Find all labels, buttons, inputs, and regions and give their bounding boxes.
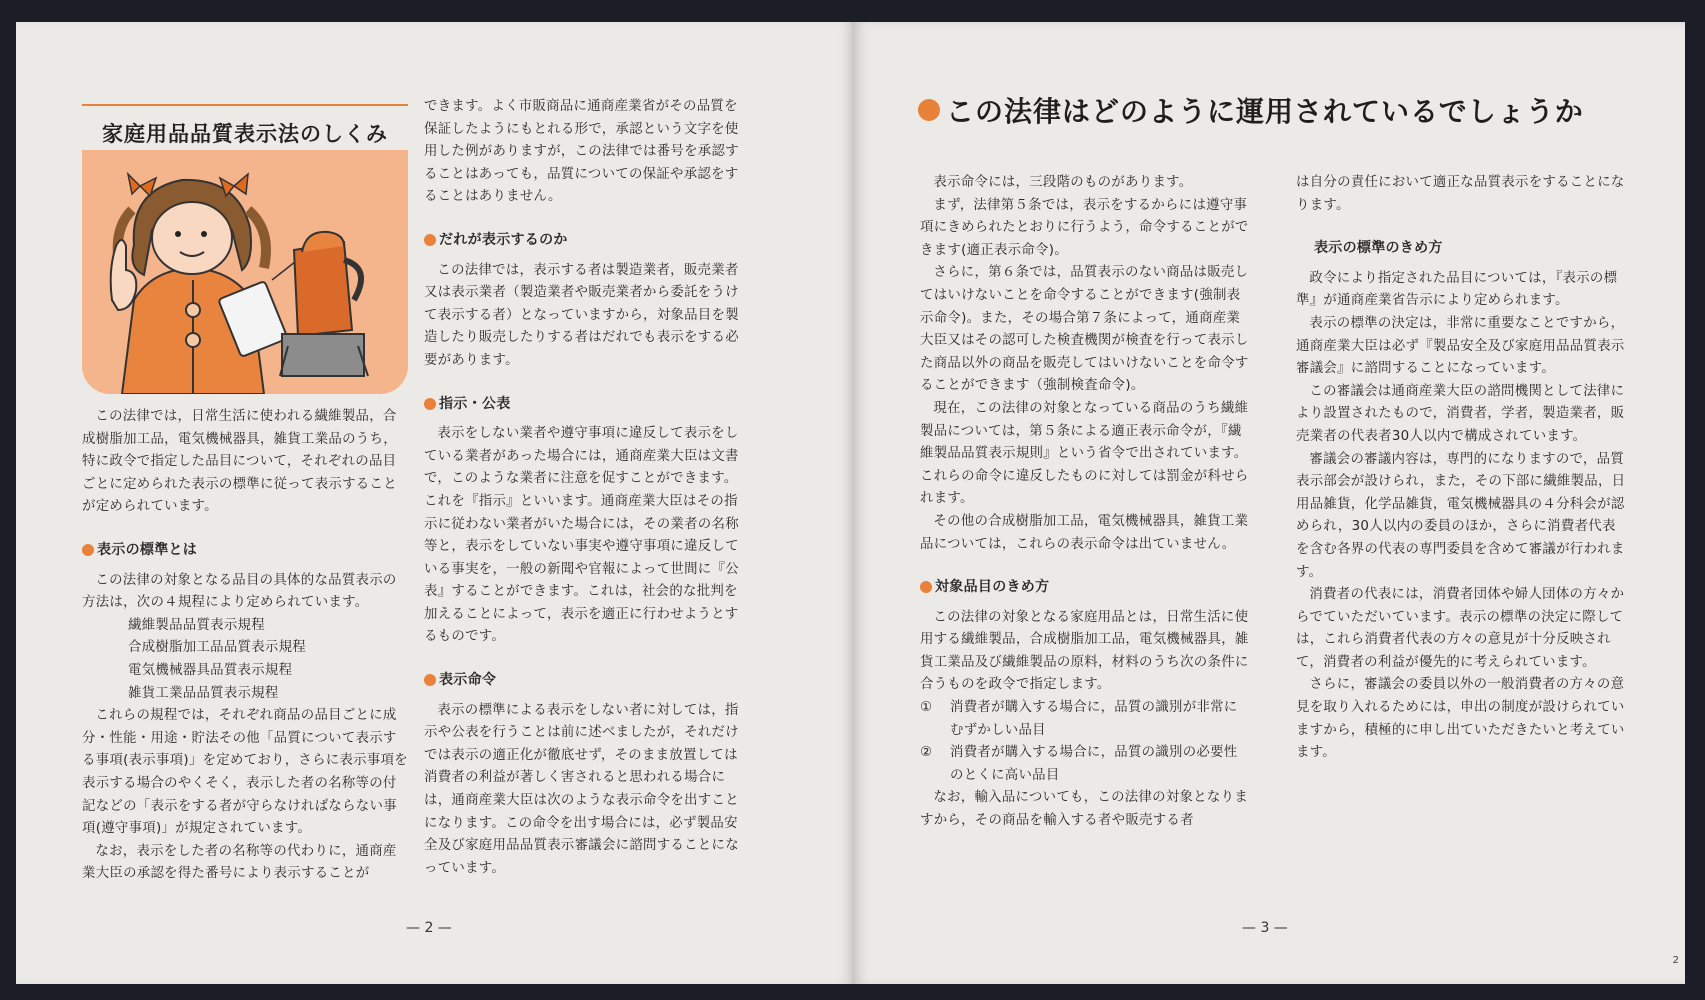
- left-page: [16, 22, 852, 984]
- right-page: [852, 22, 1685, 984]
- girl-illustration-icon: [82, 150, 408, 394]
- orange-bullet-icon: [424, 398, 436, 410]
- left-column-2: [424, 96, 744, 880]
- paragraph: 表示の標準による表示をしない者に対しては，指示や公表を行うことは前に述べましたが，それだけでは表示の適正化が徹底せず，そのまま放置しては消費者の利益が著しく害されると思われる場合には，通商産業大臣は次のような表示命令を出すことになります。この命令を出す場合には，必ず製品安全及び家庭用品品質表示審議会に諮問することになっています。: [424, 702, 739, 876]
- orange-bullet-icon: [424, 674, 436, 686]
- section-heading-text: 表示の標準とは: [97, 541, 198, 558]
- section-heading-standard-selection: [1296, 237, 1626, 260]
- section-heading-text: 表示の標準のきめ方: [1314, 240, 1443, 257]
- item-number: ②: [920, 745, 933, 761]
- paragraph: まず，法律第５条では，表示をするからには遵守事項にきめられたとおりに行うよう，命令することができます(適正表示命令)。: [920, 197, 1249, 258]
- section-heading-item-selection: [920, 576, 1250, 599]
- section-heading-text: だれが表示するのか: [439, 231, 568, 248]
- left-page-title: 家庭用品品質表示法のしくみ: [82, 104, 408, 148]
- list-item: 雑貨工業品品質表示規程: [128, 685, 279, 701]
- right-page-title-text: この法律はどのように運用されているでしょうか: [946, 95, 1584, 128]
- paragraph: なお，表示をした者の名称等の代わりに，通商産業大臣の承認を得た番号により表示することが: [82, 843, 397, 882]
- page-number: — 3 —: [1242, 920, 1288, 936]
- list-item: 繊維製品品質表示規程: [128, 617, 265, 633]
- paragraph: 消費者の代表には，消費者団体や婦人団体の方々からでていただいています。表示の標準の決定に際しては，これら消費者代表の方々の意見が十分反映されて，消費者の利益が優先的に考えられています。: [1296, 587, 1625, 670]
- paragraph: 現在，この法律の対象となっている商品のうち繊維製品については，第５条による適正表示命令が，『繊維製品品質表示規則』という省令で出されています。これらの命令に違反したものに対しては罰金が科せられます。: [920, 400, 1249, 507]
- paragraph: さらに，審議会の委員以外の一般消費者の方々の意見を取り入れるためには，申出の制度が設けられていますから，積極的に申し出ていただきたいと考えています。: [1296, 677, 1625, 761]
- girl-with-tag-illustration: [82, 150, 408, 394]
- section-heading-instruction-publication: [424, 393, 744, 416]
- paragraph: 表示をしない業者や遵守事項に違反して表示をしている業者があった場合には，通商産業大臣は文書で，このような業者に注意を促すことができます。これを『指示』といいます。通商産業大臣はその指示に従わない業者がいた場合には，その業者の名称等と，表示をしていない事実や遵守事項に違反している事実を，一般の新聞や官報によって世間に『公表』することができます。これは，社会的な批判を加えることによって，表示を適正に行わせようとするものです。: [424, 426, 739, 645]
- paragraph: この法律の対象となる家庭用品とは，日常生活に使用する繊維製品，合成樹脂加工品，電気機械器具，雑貨工業品及び繊維製品の原料，材料のうち次の条件に合うものを政令で指定します。: [920, 609, 1249, 693]
- paragraph: この法律では，表示する者は製造業者，販売業者又は表示業者（製造業者や販売業者から委託をうけて表示する者）となっていますから，対象品目を製造したり販売したりする者はだれでも表示をする必要があります。: [424, 262, 739, 368]
- section-heading-text: 対象品目のきめ方: [935, 579, 1050, 596]
- section-heading-text: 指示・公表: [439, 395, 511, 412]
- paragraph: 表示の標準の決定は，非常に重要なことですから，通商産業大臣は必ず『製品安全及び家庭用品品質表示審議会』に諮問することになっています。: [1296, 315, 1625, 377]
- paragraph: この審議会は通商産業大臣の諮問機関として法律により設置されたもので，消費者，学者，製造業者，販売業者の代表者30人以内で構成されています。: [1296, 383, 1625, 444]
- section-heading-display-standard: [82, 539, 408, 562]
- page-number: — 2 —: [406, 920, 452, 936]
- orange-bullet-icon: [918, 99, 940, 121]
- left-column-1: [82, 406, 408, 886]
- paragraph: 政令により指定された品目については，『表示の標準』が通商産業省告示により定められます。: [1296, 270, 1618, 309]
- paragraph: その他の合成樹脂加工品，電気機械器具，雑貨工業品については，これらの表示命令は出ていません。: [920, 513, 1249, 552]
- numbered-item: [920, 742, 1250, 787]
- item-text: 消費者が購入する場合に，品質の識別が非常にむずかしい品目: [950, 700, 1238, 738]
- paragraph: この法律の対象となる品目の具体的な品質表示の方法は，次の４規程により定められています。: [82, 572, 397, 611]
- paragraph: は自分の責任において適正な品質表示をすることになります。: [1296, 175, 1625, 213]
- item-text: 消費者が購入する場合に，品質の識別の必要性のとくに高い品目: [950, 745, 1238, 783]
- list-item: 電気機械器具品質表示規程: [128, 662, 293, 678]
- paragraph: できます。よく市販商品に通商産業省がその品質を保証したようにもとれる形で，承認という文字を使用した例がありますが，この法律では番号を承認することはあっても，品質についての保証や承認をすることはありません。: [424, 99, 739, 205]
- intro-paragraph: この法律では，日常生活に使われる繊維製品，合成樹脂加工品，電気機械器具，雑貨工業品のうち，特に政令で指定した品目について，それぞれの品目ごとに定められた表示の標準に従って表示することが定められています。: [82, 409, 397, 515]
- orange-bullet-icon: [920, 581, 932, 593]
- section-heading-text: 表示命令: [439, 672, 497, 689]
- list-item: 合成樹脂加工品品質表示規程: [128, 640, 306, 656]
- right-page-title: [918, 90, 1584, 130]
- orange-bullet-icon: [424, 234, 436, 246]
- numbered-item: [920, 697, 1250, 742]
- corner-mark: 2: [1672, 955, 1679, 966]
- right-column-1: [920, 172, 1250, 833]
- item-number: ①: [920, 700, 933, 716]
- paragraph: これらの規程では，それぞれ商品の品目ごとに成分・性能・用途・貯法その他「品質について表示する事項(表示事項)」を定めており，さらに表示事項を表示する場合のやくそく，表示した者の名称等の付記などの「表示をする者が守らなければならない事項(遵守事項)」が規定されています。: [82, 708, 408, 837]
- section-heading-who-displays: [424, 229, 744, 252]
- orange-bullet-icon: [82, 544, 94, 556]
- paragraph: さらに，第６条では，品質表示のない商品は販売してはいけないことを命令することができます(強制表示命令)。また，その場合第７条によって，通商産業大臣又はその認可した検査機関が検査を行って表示した商品以外の商品を販売してはいけないことを命令することができます（強制検査命令)。: [920, 265, 1249, 394]
- paragraph: なお，輸入品についても，この法律の対象となりますから，その商品を輸入する者や販売する者: [920, 790, 1249, 829]
- paragraph: 審議会の審議内容は，専門的になりますので，品質表示部会が設けられ，また，その下部に繊維製品，日用品雑貨，化学品雑貨，電気機械器具の４分科会が認められ，30人以内の委員のほか，さらに消費者代表を含む各界の代表の専門委員を含めて審議が行われます。: [1296, 451, 1626, 580]
- section-heading-display-order: [424, 669, 744, 692]
- right-column-2: [1296, 172, 1626, 765]
- paragraph: 表示命令には，三段階のものがあります。: [933, 175, 1193, 190]
